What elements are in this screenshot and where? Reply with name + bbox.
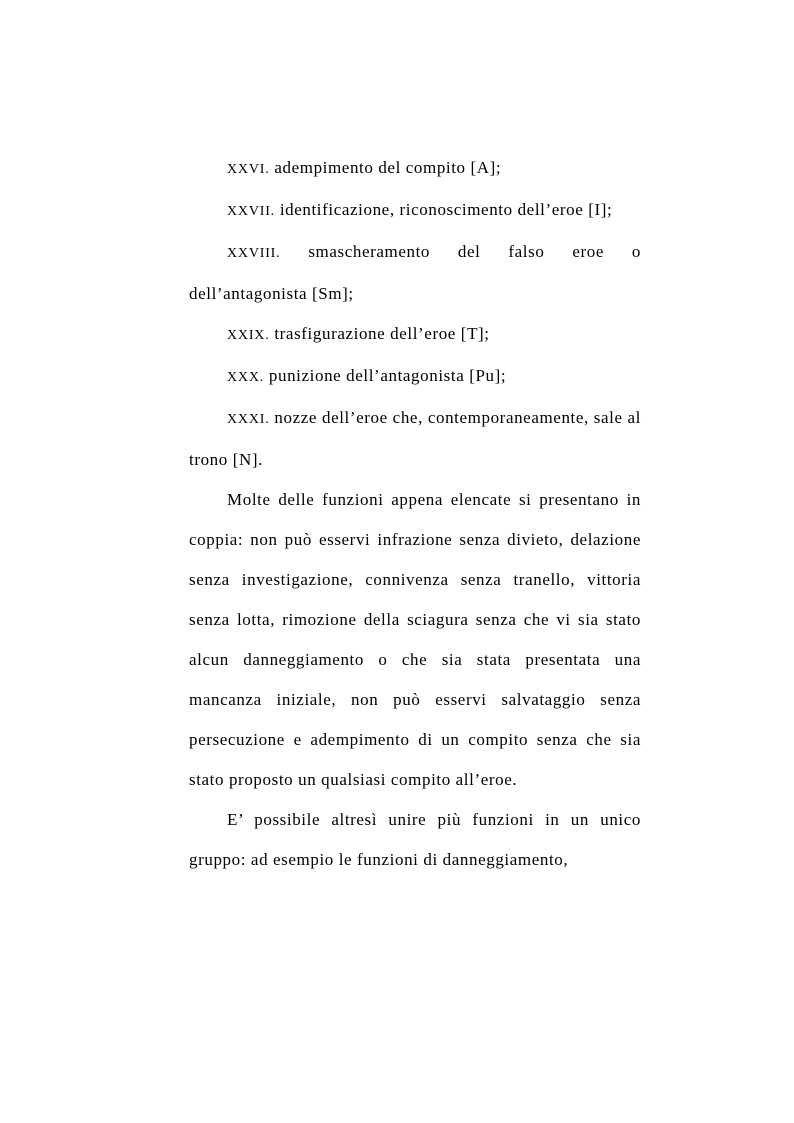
roman-numeral: XXVI. xyxy=(227,162,270,177)
function-item-29 xyxy=(189,314,641,356)
function-item-30 xyxy=(189,356,641,398)
paragraph-function-pairs: Molte delle funzioni appena elencate si presentano in coppia: non può esservi infrazione senza divieto, delazione senza investigazione, connivenza senza tranello, vittoria senza lotta, rimozione della sciagura senza che vi sia stato alcun danneggiamento o che sia stata presentata una mancanza iniziale, non può esservi salvataggio senza persecuzione e adempimento di un compito senza che sia stato proposto un qualsiasi compito all’eroe. xyxy=(189,490,641,789)
roman-numeral: XXVIII. xyxy=(227,246,281,261)
function-text: adempimento del compito [A]; xyxy=(269,158,502,177)
roman-numeral: XXXI. xyxy=(227,412,270,427)
function-text: trasfigurazione dell’eroe [T]; xyxy=(269,324,490,343)
function-item-31 xyxy=(189,398,641,480)
function-text: identificazione, riconoscimento dell’eroe [I]; xyxy=(274,200,613,219)
function-item-27 xyxy=(189,190,641,232)
paragraph-function-groups: E’ possibile altresì unire più funzioni in un unico gruppo: ad esempio le funzioni di danneggiamento, xyxy=(189,810,641,869)
roman-numeral: XXX. xyxy=(227,370,265,385)
roman-numeral: XXVII. xyxy=(227,204,275,219)
body-text xyxy=(189,148,641,880)
function-item-26 xyxy=(189,148,641,190)
function-text: smascheramento del falso eroe o dell’antagonista [Sm]; xyxy=(189,242,641,303)
function-text: punizione dell’antagonista [Pu]; xyxy=(264,366,507,385)
function-item-28 xyxy=(189,232,641,314)
roman-numeral: XXIX. xyxy=(227,328,270,343)
function-text: nozze dell’eroe che, contemporaneamente, sale al trono [N]. xyxy=(189,408,641,469)
